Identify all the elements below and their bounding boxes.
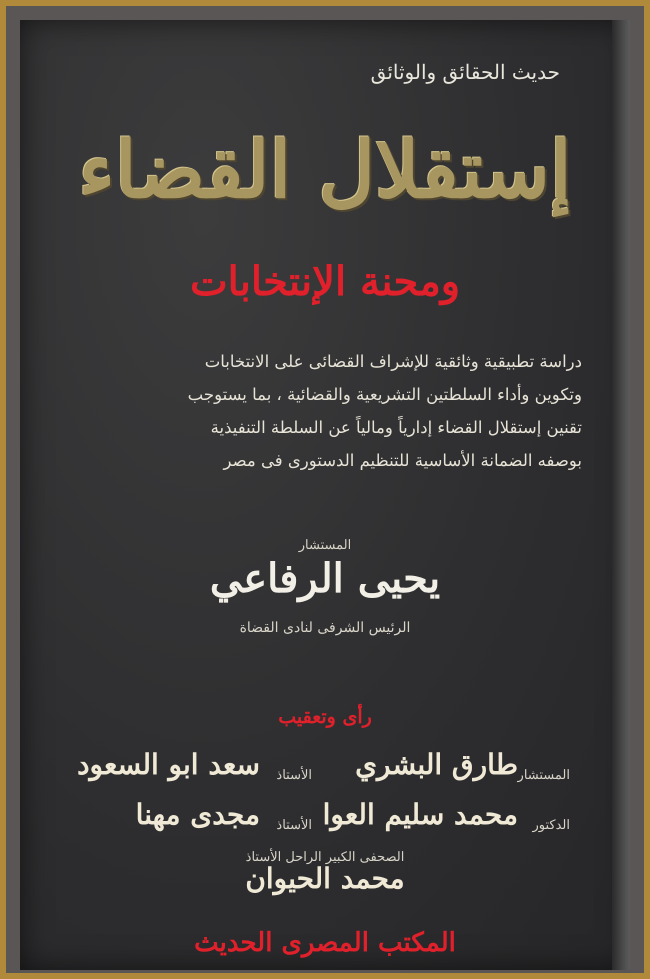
author-name: يحيى الرفاعي	[209, 555, 441, 602]
author-title: الرئيس الشرفى لنادى القضاة	[239, 620, 411, 636]
commentator-1-name: طارق البشري	[355, 748, 518, 781]
journalist-role: الصحفى الكبير الراحل الأستاذ	[245, 850, 405, 865]
description-line-4: بوصفه الضمانة الأساسية للتنظيم الدستورى فى مصر	[223, 451, 582, 470]
book-title: إستقلال القضاء	[78, 125, 572, 216]
description-line-2: وتكوين وأداء السلطتين التشريعية والقضائية ، بما يستوجب	[187, 385, 582, 404]
author-role: المستشار	[298, 538, 352, 553]
commentator-1-role: المستشار	[517, 768, 570, 783]
description-line-1: دراسة تطبيقية وثائقية للإشراف القضائى على الانتخابات	[204, 352, 582, 371]
book-subtitle: ومحنة الإنتخابات	[189, 258, 461, 305]
comments-heading: رأى وتعقيب	[278, 706, 372, 728]
description-line-3: تقنين إستقلال القضاء إدارياً ومالياً عن السلطة التنفيذية	[210, 418, 582, 437]
commentator-2-role: الأستاذ	[276, 768, 312, 783]
publisher-name: المكتب المصرى الحديث	[194, 928, 456, 958]
series-title: حديث الحقائق والوثائق	[370, 60, 560, 84]
commentator-4-name: مجدى مهنا	[135, 798, 260, 831]
book-cover	[20, 20, 630, 970]
journalist-name: محمد الحيوان	[245, 862, 405, 895]
commentator-4-role: الأستاذ	[276, 818, 312, 833]
commentator-2-name: سعد ابو السعود	[77, 748, 260, 781]
commentator-3-role: الدكتور	[532, 818, 570, 833]
commentator-3-name: محمد سليم العوا	[322, 798, 518, 831]
